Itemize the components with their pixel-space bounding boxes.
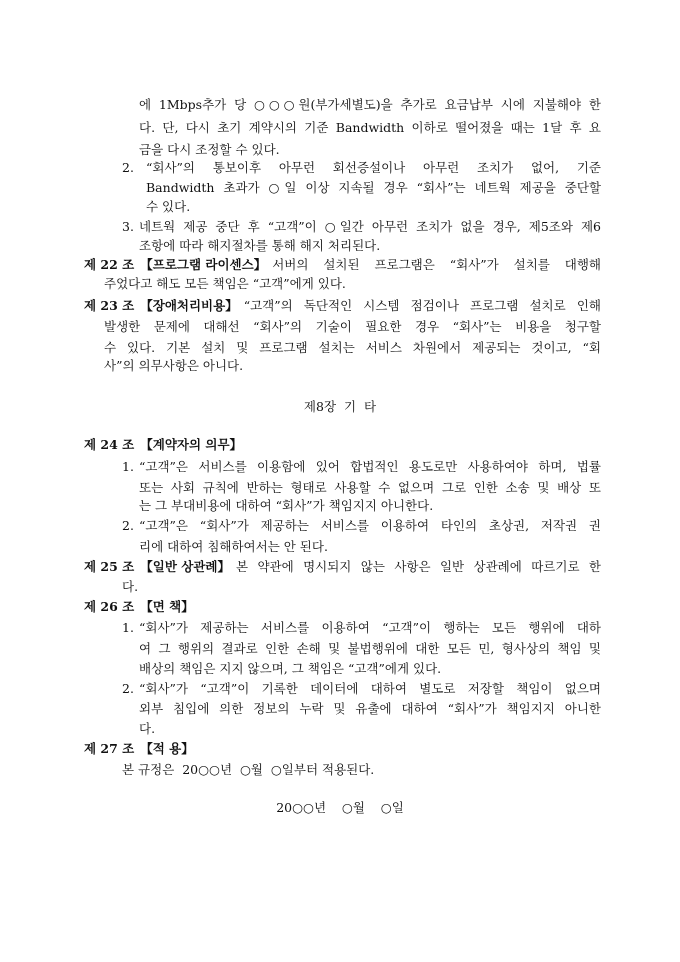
item-number: 1. [122,459,134,474]
clause-text: 금을 다시 조정할 수 있다. [139,142,280,157]
article-27-heading [84,740,194,758]
clause-text: 서버의 설치된 프로그램은 “회사”가 설치를 대행해 [272,257,601,272]
clause-text: 배상의 책임은 지지 않으며, 그 책임은 “고객”에게 있다. [139,661,442,676]
clause-text: 리에 대하여 침해하여서는 안 된다. [139,539,328,554]
chapter-title: 제8장 기 타 [303,399,377,414]
article-26-heading [84,598,194,616]
article-number: 제 24 조 [84,437,135,452]
clause-text: 에 1Mbps추가 당 ○○○원(부가세별도)을 추가로 요금납부 시에 지불해야 한 [139,97,601,112]
clause-text: 또는 사회 규칙에 반하는 형태로 사용할 수 없으며 그로 인한 소송 및 배상 또 [139,480,601,495]
item-number: 2. [122,681,134,696]
item-number: 3. [122,219,134,234]
article-title: 【면 책】 [140,599,194,614]
clause-text: 외부 침입에 의한 정보의 누락 및 유출에 대하여 “회사”가 책임지지 아니한 [139,701,601,716]
clause-text: “고객”은 “회사”가 제공하는 서비스를 이용하여 타인의 초상권, 저작권 권 [139,518,601,533]
clause-text: 발생한 문제에 대해선 “회사”의 기술이 필요한 경우 “회사”는 비용을 청구할 [104,319,601,334]
clause-text: 다. [139,721,156,736]
clause-text: 사”의 의무사항은 아니다. [104,358,244,373]
article-25-heading [84,558,601,576]
clause-text: 본 약관에 명시되지 않는 사항은 일반 상관례에 따르기로 한 [235,559,601,574]
article-title: 【일반 상관례】 [140,559,230,574]
clause-text: “회사”가 제공하는 서비스를 이용하여 “고객”이 행하는 모든 행위에 대하 [139,620,601,635]
article-24-heading [84,436,242,454]
article-number: 제 27 조 [84,741,135,756]
item-number: 2. [122,518,134,533]
article-22-heading [84,256,601,274]
clause-text: 수 있다. [146,199,191,214]
article-title: 【장애처리비용】 [140,298,238,313]
article-number: 제 25 조 [84,559,135,574]
clause-text: “고객”은 서비스를 이용함에 있어 합법적인 용도로만 사용하여야 하며, 법률 [139,459,601,474]
article-number: 제 22 조 [84,257,135,272]
clause-text: Bandwidth 초과가 ○일 이상 지속될 경우 “회사”는 네트웍 제공을 중단할 [146,180,601,195]
clause-text: 여 그 행위의 결과로 인한 손해 및 불법행위에 대한 모든 민, 형사상의 책임 및 [139,641,601,656]
article-title: 【적 용】 [140,741,194,756]
clause-text: 네트웍 제공 중단 후 “고객”이 ○일간 아무런 조치가 없을 경우, 제5조와 제6 [139,219,601,234]
clause-text: “고객”의 독단적인 시스템 점검이나 프로그램 설치로 인해 [243,298,601,313]
date-line: 20○○년 ○월 ○일 [276,800,404,815]
item-number: 1. [122,620,134,635]
article-number: 제 26 조 [84,599,135,614]
clause-text: 조항에 따라 해지절차를 통해 해지 처리된다. [139,238,381,253]
clause-text: 수 있다. 기본 설치 및 프로그램 설치는 서비스 차원에서 제공되는 것이고, “회 [104,340,601,355]
article-title: 【프로그램 라이센스】 [140,257,267,272]
clause-text: 다. 단, 다시 초기 계약시의 기준 Bandwidth 이하로 떨어졌을 때는 1달 후 요 [139,120,601,135]
clause-text: “회사”가 “고객”이 기록한 데이터에 대하여 별도로 저장할 책임이 없으며 [139,681,601,696]
article-title: 【계약자의 의무】 [140,437,243,452]
clause-text: 주었다고 해도 모든 책임은 “고객”에게 있다. [104,276,346,291]
clause-text: “회사”의 통보이후 아무런 회선증설이나 아무런 조치가 없어, 기준 [146,160,601,175]
effective-date-text: 본 규정은 20○○년 ○월 ○일부터 적용된다. [122,762,375,777]
article-number: 제 23 조 [84,298,135,313]
item-number: 2. [122,160,134,175]
clause-text: 다. [122,579,139,594]
clause-text: 는 그 부대비용에 대하여 “회사”가 책임지지 아니한다. [139,498,434,513]
article-23-heading [84,297,601,315]
